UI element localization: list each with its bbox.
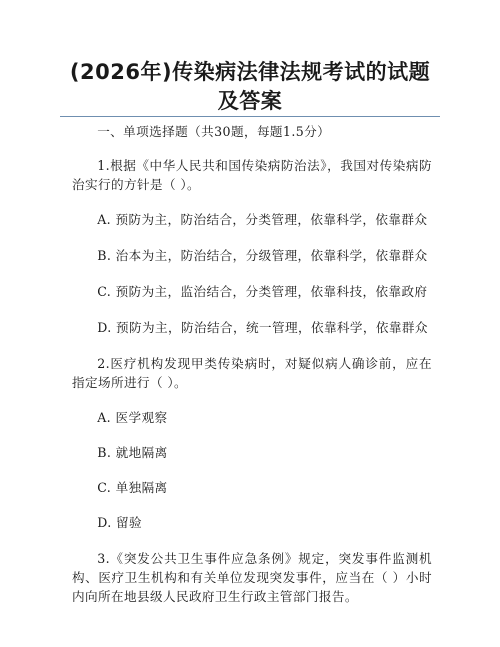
question-2-option-d: D. 留验 (97, 515, 143, 530)
question-1-option-a: A. 预防为主，防治结合，分类管理，依靠科学，依靠群众 (97, 212, 428, 227)
question-1-stem: 1.根据《中华人民共和国传染病防治法》，我国对传染病防治实行的方针是（ ）。 (72, 158, 432, 192)
document-body (72, 122, 432, 606)
question-2-option-b: B. 就地隔离 (97, 445, 168, 460)
question-1-option-b: B. 治本为主，防治结合，分级管理，依靠科学，依靠群众 (97, 248, 428, 263)
question-2-option-c: C. 单独隔离 (97, 480, 168, 495)
document-title: (2026年)传染病法律法规考试的试题及答案 (69, 60, 431, 113)
title-divider (60, 116, 440, 117)
question-1-option-d: D. 预防为主，防治结合，统一管理，依靠科学，依靠群众 (97, 320, 428, 335)
question-2-option-a: A. 医学观察 (97, 410, 168, 425)
question-3-stem: 3.《突发公共卫生事件应急条例》规定，突发事件监测机构、医疗卫生机构和有关单位发现突发事件，应当在（ ）小时内向所在地县级人民政府卫生行政主管部门报告。 (72, 551, 432, 604)
question-2-stem: 2.医疗机构发现甲类传染病时，对疑似病人确诊前，应在指定场所进行（ ）。 (72, 356, 432, 390)
section-heading: 一、单项选择题（共30题，每题1.5分） (97, 124, 331, 139)
question-1-option-c: C. 预防为主，监治结合，分类管理，依靠科技，依靠政府 (97, 284, 428, 299)
